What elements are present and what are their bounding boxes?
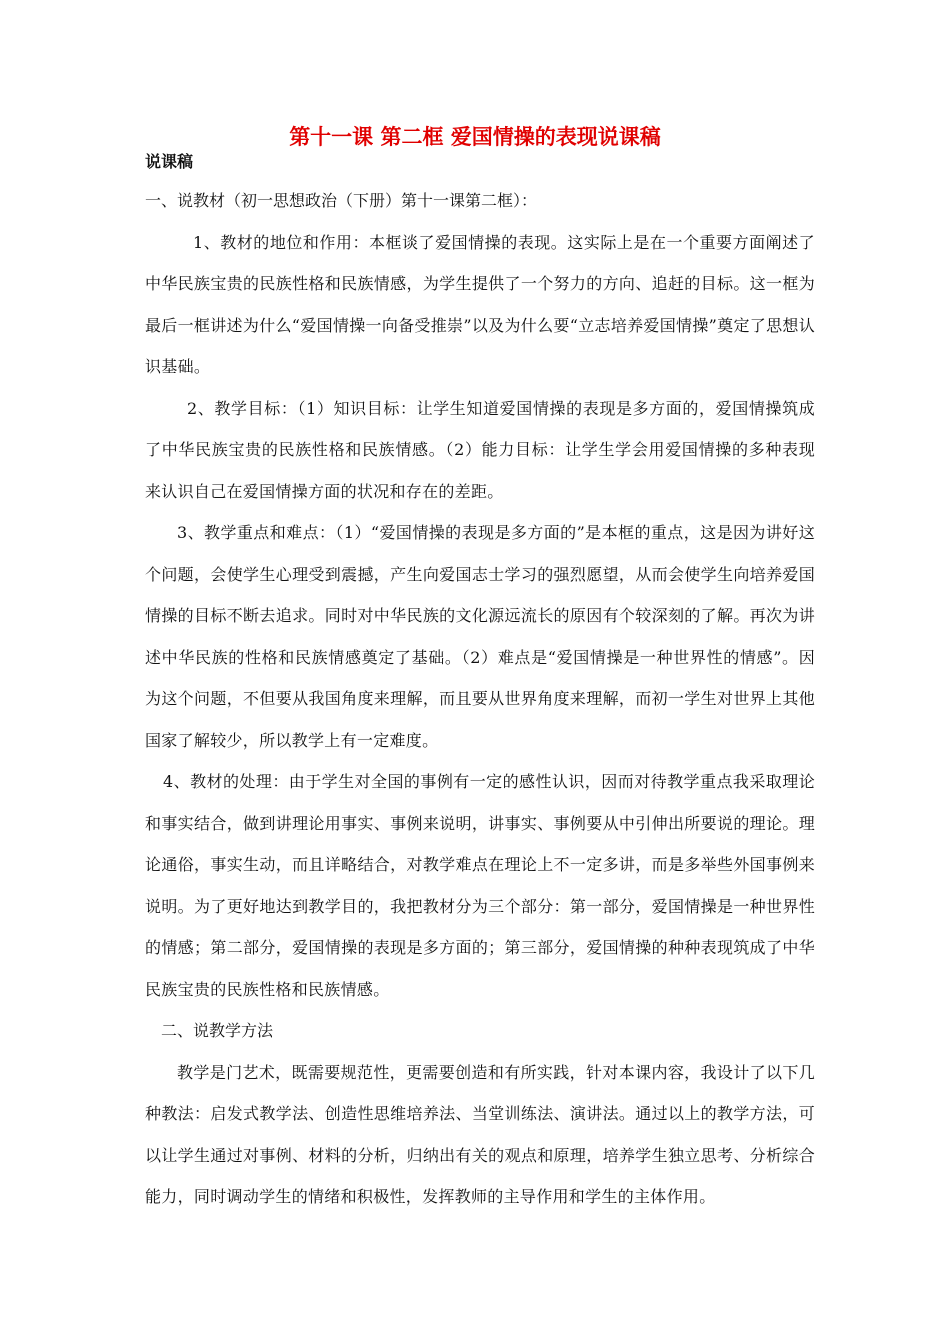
paragraph-2: 2、教学目标：（1）知识目标：让学生知道爱国情操的表现是多方面的，爱国情操筑成了中华民族宝贵的民族性格和民族情感。（2）能力目标：让学生学会用爱国情操的多种表现来认识自己在爱国情操方面的状况和存在的差距。 — [145, 398, 815, 501]
document-subtitle: 说课稿 — [145, 152, 194, 171]
paragraph-5: 教学是门艺术，既需要规范性，更需要创造和有所实践，针对本课内容，我设计了以下几种教法：启发式教学法、创造性思维培养法、当堂训练法、演讲法。通过以上的教学方法，可以让学生通过对事例、材料的分析，归纳出有关的观点和原理，培养学生独立思考、分析综合能力，同时调动学生的情绪和积极性，发挥教师的主导作用和学生的主体作用。 — [145, 1062, 815, 1206]
paragraph-3: 3、教学重点和难点：（1）“爱国情操的表现是多方面的”是本框的重点，这是因为讲好这个问题，会使学生心理受到震撼，产生向爱国志士学习的强烈愿望，从而会使学生向培养爱国情操的目标不断去追求。同时对中华民族的文化源远流长的原因有个较深刻的了解。再次为讲述中华民族的性格和民族情感奠定了基础。（2）难点是“爱国情操是一种世界性的情感”。因为这个问题，不但要从我国角度来理解，而且要从世界角度来理解，而初一学生对世界上其他国家了解较少，所以教学上有一定难度。 — [145, 523, 815, 750]
document-title: 第十一课 第二框 爱国情操的表现说课稿 — [289, 124, 661, 149]
document-body — [145, 180, 815, 1218]
paragraph-1: 1、教材的地位和作用：本框谈了爱国情操的表现。这实际上是在一个重要方面阐述了中华民族宝贵的民族性格和民族情感，为学生提供了一个努力的方向、追赶的目标。这一框为最后一框讲述为什么“爱国情操一向备受推崇”以及为什么要“立志培养爱国情操”奠定了思想认识基础。 — [145, 232, 815, 376]
paragraph-4: 4、教材的处理：由于学生对全国的事例有一定的感性认识，因而对待教学重点我采取理论和事实结合，做到讲理论用事实、事例来说明，讲事实、事例要从中引伸出所要说的理论。理论通俗，事实生动，而且详略结合，对教学难点在理论上不一定多讲，而是多举些外国事例来说明。为了更好地达到教学目的，我把教材分为三个部分：第一部分，爱国情操是一种世界性的情感；第二部分，爱国情操的表现是多方面的；第三部分，爱国情操的种种表现筑成了中华民族宝贵的民族性格和民族情感。 — [145, 772, 815, 999]
section-heading-2: 二、说教学方法 — [161, 1021, 274, 1040]
section-heading-1: 一、说教材（初一思想政治（下册）第十一课第二框）： — [145, 191, 538, 210]
